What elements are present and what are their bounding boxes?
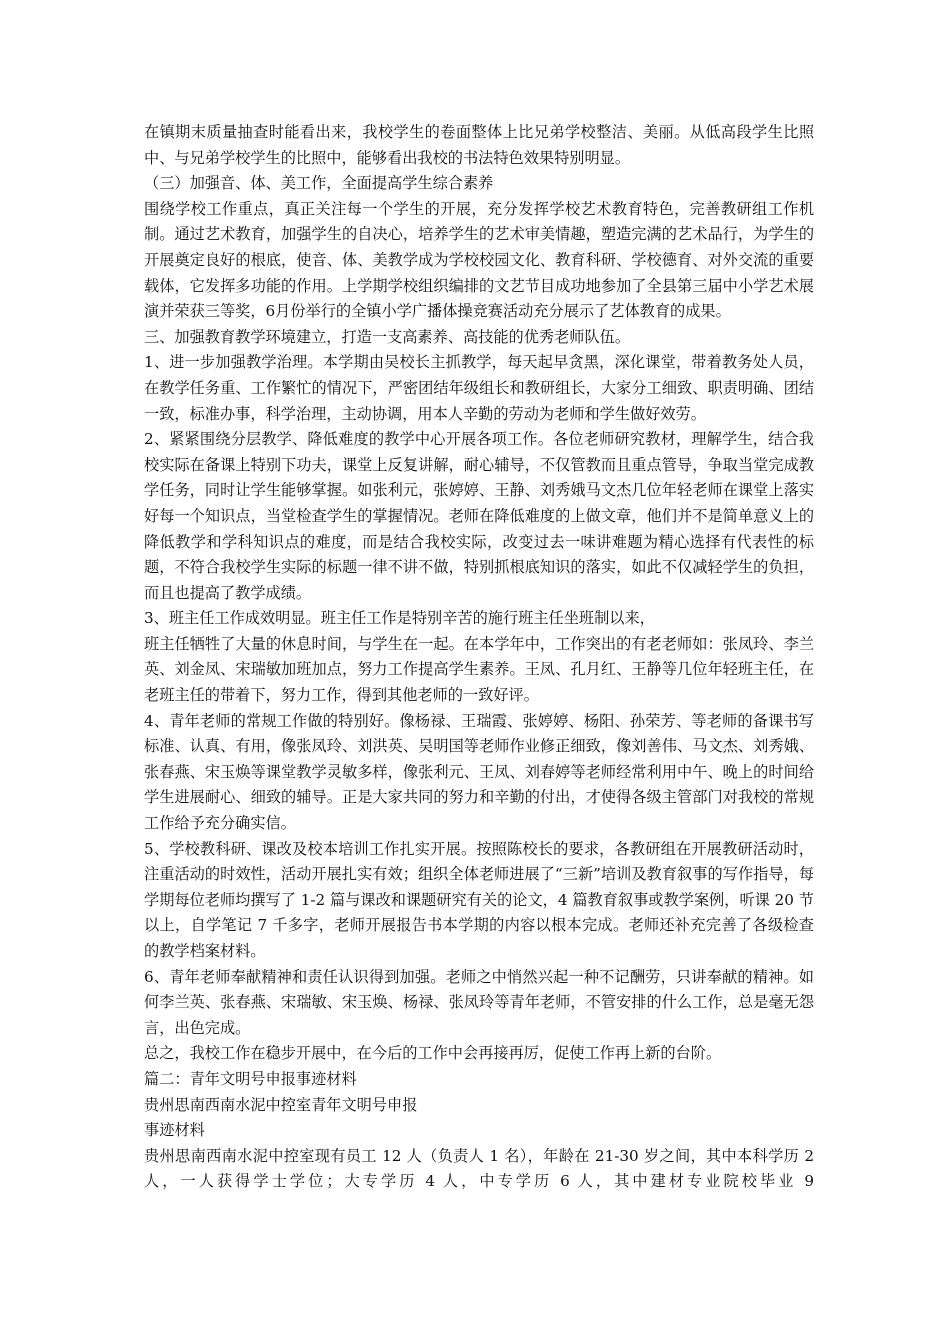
- paragraph: 3、班主任工作成效明显。班主任工作是特别辛苦的施行班主任坐班制以来，: [144, 609, 655, 628]
- document-body: [144, 120, 814, 1195]
- section-heading: （三）加强音、体、美工作，全面提高学生综合素养: [144, 174, 494, 193]
- paragraph: 5、学校教科研、课改及校本培训工作扎实开展。按照陈校长的要求，各教研组在开展教研活动时，注重活动的时效性，活动开展扎实有效；组织全体老师进展了“三新”培训及教育叙事的写作指导，每学期每位老师均撰写了 1-2 篇与课改和课题研究有关的论文，4 篇教育叙事或教学案例，听课 20 节以上，自学笔记 7 千多字，老师开展报告书本学期的内容以根本完成。老师还补充完善了各级检查的教学档案材料。: [144, 839, 814, 960]
- paragraph: 1、进一步加强教学治理。本学期由吴校长主抓教学，每天起早贪黑，深化课堂，带着教务处人员，在教学任务重、工作繁忙的情况下，严密团结年级组长和教研组长，大家分工细致、职责明确、团结一致，标准办事，科学治理，主动协调，用本人辛勤的劳动为老师和学生做好效劳。: [144, 353, 814, 423]
- article-subtitle: 事迹材料: [144, 1121, 205, 1140]
- paragraph: 贵州思南西南水泥中控室现有员工 12 人（负责人 1 名），年龄在 21-30 岁之间，其中本科学历 2 人，一人获得学士学位；大专学历 4 人，中专学历 6 人，其中建材专业院校毕业 9: [144, 1146, 814, 1191]
- paragraph: 6、青年老师奉献精神和责任认识得到加强。老师之中悄然兴起一种不记酬劳，只讲奉献的精神。如何李兰英、张春燕、宋瑞敏、宋玉焕、杨禄、张凤玲等青年老师，不管安排的什么工作，总是毫无怨言，出色完成。: [144, 967, 814, 1037]
- paragraph: 围绕学校工作重点，真正关注每一个学生的开展，充分发挥学校艺术教育特色，完善教研组工作机制。通过艺术教育，加强学生的自决心，培养学生的艺术审美情趣，塑造完满的艺术品行，为学生的开展奠定良好的根底，使音、体、美教学成为学校校园文化、教育科研、学校德育、对外交流的重要载体，它发挥多功能的作用。上学期学校组织编排的文艺节目成功地参加了全县第三届中小学艺术展演并荣获三等奖，6月份举行的全镇小学广播体操竞赛活动充分展示了艺体教育的成果。: [144, 199, 814, 321]
- article-subtitle: 贵州思南西南水泥中控室青年文明号申报: [144, 1095, 418, 1114]
- paragraph: 班主任牺牲了大量的休息时间，与学生在一起。在本学年中，工作突出的有老老师如：张凤玲、李兰英、刘金凤、宋瑞敏加班加点，努力工作提高学生素养。王凤、孔月红、王静等几位年轻班主任，在老班主任的带着下，努力工作，得到其他老师的一致好评。: [144, 634, 814, 705]
- paragraph: 4、青年老师的常规工作做的特别好。像杨禄、王瑞霞、张婷婷、杨阳、孙荣芳、等老师的备课书写标准、认真、有用，像张凤玲、刘洪英、吴明国等老师作业修正细致，像刘善伟、马文杰、刘秀娥、张春燕、宋玉焕等课堂教学灵敏多样，像张利元、王凤、刘春婷等老师经常利用中午、晚上的时间给学生进展耐心、细致的辅导。正是大家共同的努力和辛勤的付出，才使得各级主管部门对我校的常规工作给予充分确实信。: [144, 711, 814, 833]
- paragraph: 2、紧紧围绕分层教学、降低难度的教学中心开展各项工作。各位老师研究教材，理解学生，结合我校实际在备课上特别下功夫，课堂上反复讲解，耐心辅导，不仅管教而且重点管导，争取当堂完成教学任务，同时让学生能够掌握。如张利元，张婷婷、王静、刘秀娥马文杰几位年轻老师在课堂上落实好每一个知识点，当堂检查学生的掌握情况。老师在降低难度的上做文章，他们并不是简单意义上的降低教学和学科知识点的难度，而是结合我校实际，改变过去一味讲难题为精心选择有代表性的标题，不符合我校学生实际的标题一律不讲不做，特别抓根底知识的落实，如此不仅减轻学生的负担，而且也提高了教学成绩。: [144, 430, 814, 602]
- section-heading: 三、加强教育教学环境建立，打造一支高素养、高技能的优秀老师队伍。: [144, 327, 630, 346]
- article-title: 篇二：青年文明号申报事迹材料: [144, 1069, 357, 1088]
- paragraph: 在镇期末质量抽查时能看出来，我校学生的卷面整体上比兄弟学校整洁、美丽。从低高段学生比照中、与兄弟学校学生的比照中，能够看出我校的书法特色效果特别明显。: [144, 123, 814, 167]
- paragraph: 总之，我校工作在稳步开展中，在今后的工作中会再接再厉，促使工作再上新的台阶。: [144, 1044, 722, 1063]
